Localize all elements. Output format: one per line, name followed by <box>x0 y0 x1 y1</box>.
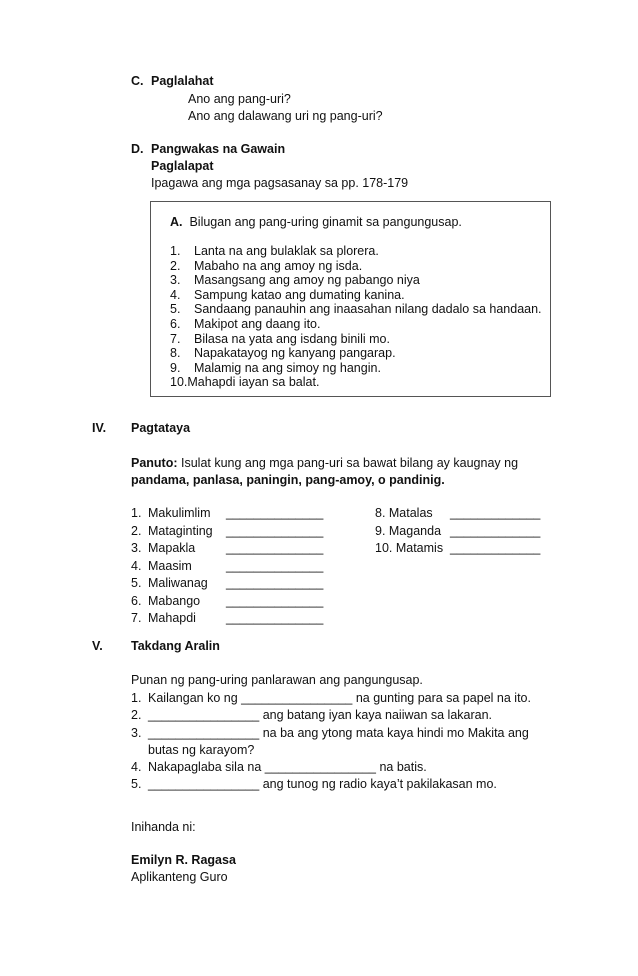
pagtataya-item-blank[interactable]: ______________ <box>226 558 324 573</box>
pagtataya-right-list <box>375 505 540 558</box>
preparer-role: Aplikanteng Guro <box>131 870 228 884</box>
pagtataya-item-number: 1. <box>131 506 142 520</box>
section-c-question-2: Ano ang dalawang uri ng pang-uri? <box>188 109 383 123</box>
pagtataya-item <box>131 610 323 628</box>
takdang-item <box>131 690 531 707</box>
exercise-list <box>170 244 542 390</box>
takdang-item-number: 3. <box>131 725 142 740</box>
exercise-item-number: 3. <box>170 273 181 288</box>
takdang-item-number: 1. <box>131 691 142 705</box>
exercise-item-text: Sampung katao ang dumating kanina. <box>194 287 405 302</box>
pagtataya-item-blank[interactable]: ______________ <box>226 611 324 625</box>
takdang-aralin-list <box>131 690 531 794</box>
pagtataya-item-blank[interactable]: _____________ <box>450 541 541 555</box>
pagtataya-item-number: 4. <box>131 558 142 573</box>
takdang-item-number: 4. <box>131 760 142 775</box>
pagtataya-item <box>131 505 323 523</box>
section-d-instruction: Ipagawa ang mga pagsasanay sa pp. 178-179 <box>151 176 409 190</box>
pagtataya-item-blank[interactable]: _____________ <box>450 523 541 538</box>
exercise-item <box>170 317 542 332</box>
exercise-letter: A. <box>170 215 183 229</box>
exercise-item-text: Malamig na ang simoy ng hangin. <box>194 360 381 375</box>
pagtataya-item-number: 5. <box>131 576 142 590</box>
pagtataya-item-number: 3. <box>131 541 142 555</box>
takdang-item-text: butas ng karayom? <box>148 742 255 757</box>
exercise-item-text: Bilasa na yata ang isdang binili mo. <box>194 331 390 346</box>
pagtataya-item-label: 9. Maganda <box>375 523 442 538</box>
panuto-label: Panuto: <box>131 456 178 470</box>
pagtataya-item-number: 7. <box>131 611 142 625</box>
panuto-line-1 <box>131 455 518 471</box>
takdang-item <box>131 725 531 742</box>
exercise-heading-text: Bilugan ang pang-uring ginamit sa pangungusap. <box>189 215 462 229</box>
pagtataya-item-number: 6. <box>131 593 142 608</box>
pagtataya-item-word: Maasim <box>148 558 192 573</box>
exercise-item-number: 5. <box>170 302 181 317</box>
exercise-item-text: Masangsang ang amoy ng pabango niya <box>194 273 420 288</box>
pagtataya-item-blank[interactable]: ______________ <box>226 541 324 555</box>
prepared-by-label: Inihanda ni: <box>131 820 196 834</box>
pagtataya-item-word: Mahapdi <box>148 611 196 625</box>
pagtataya-item <box>375 505 540 523</box>
section-v-intro: Punan ng pang-uring panlarawan ang pangungusap. <box>131 673 423 687</box>
section-iv-roman: IV. <box>92 421 107 435</box>
pagtataya-item-word: Maliwanag <box>148 576 208 590</box>
takdang-item-text: ________________ na ba ang ytong mata kaya hindi mo Makita ang <box>148 725 529 740</box>
panuto-line-2: pandama, panlasa, paningin, pang-amoy, o pandinig. <box>131 473 445 487</box>
pagtataya-item-blank[interactable]: ______________ <box>226 593 324 608</box>
exercise-item-number: 8. <box>170 346 181 361</box>
exercise-item-number: 7. <box>170 331 181 346</box>
takdang-item <box>131 759 531 776</box>
takdang-item-text: Nakapaglaba sila na ________________ na batis. <box>148 760 427 775</box>
pagtataya-item-label: 8. Matalas <box>375 506 433 520</box>
pagtataya-item-word: Makulimlim <box>148 506 211 520</box>
pagtataya-left-list <box>131 505 323 628</box>
preparer-name: Emilyn R. Ragasa <box>131 853 236 867</box>
section-v-roman: V. <box>92 639 103 653</box>
section-d-title: Pangwakas na Gawain <box>151 142 286 156</box>
pagtataya-item <box>131 593 323 611</box>
pagtataya-item <box>131 523 323 541</box>
pagtataya-item <box>375 540 540 558</box>
exercise-box <box>150 201 551 397</box>
exercise-item <box>170 259 542 274</box>
exercise-item-number: 9. <box>170 360 181 375</box>
section-c-question-1: Ano ang pang-uri? <box>188 92 291 106</box>
section-c-title: Paglalahat <box>151 74 214 88</box>
exercise-item <box>170 288 542 303</box>
exercise-item-number: 6. <box>170 316 181 331</box>
pagtataya-item-blank[interactable]: ______________ <box>226 523 324 538</box>
exercise-item-text: Lanta na ang bulaklak sa plorera. <box>194 244 379 258</box>
takdang-item <box>131 742 531 759</box>
pagtataya-item <box>131 540 323 558</box>
exercise-item <box>170 332 542 347</box>
pagtataya-item <box>131 575 323 593</box>
exercise-item-number: 1. <box>170 244 181 258</box>
exercise-item-text: Mabaho na ang amoy ng isda. <box>194 258 363 273</box>
takdang-item-number: 2. <box>131 708 142 723</box>
takdang-item-number: 5. <box>131 777 142 792</box>
pagtataya-item-blank[interactable]: ______________ <box>226 506 324 520</box>
takdang-item-text: Kailangan ko ng ________________ na gunting para sa papel na ito. <box>148 691 531 705</box>
pagtataya-item-word: Mabango <box>148 593 201 608</box>
exercise-item <box>170 273 542 288</box>
exercise-item <box>170 361 542 376</box>
exercise-item-number: 4. <box>170 287 181 302</box>
exercise-item-number: 10. <box>170 375 188 390</box>
takdang-item <box>131 707 531 724</box>
pagtataya-item-label: 10. Matamis <box>375 541 444 555</box>
exercise-heading <box>170 214 462 230</box>
pagtataya-item-word: Mapakla <box>148 541 196 555</box>
exercise-item <box>170 302 542 317</box>
panuto-text: Isulat kung ang mga pang-uri sa bawat bilang ay kaugnay ng <box>177 456 519 470</box>
pagtataya-item <box>131 558 323 576</box>
exercise-item <box>170 375 542 390</box>
pagtataya-item-blank[interactable]: ______________ <box>226 576 324 590</box>
exercise-item <box>170 244 542 259</box>
pagtataya-item <box>375 523 540 541</box>
takdang-item-text: ________________ ang tunog ng radio kaya’t pakilakasan mo. <box>148 777 497 792</box>
exercise-item <box>170 346 542 361</box>
section-d-letter: D. <box>131 142 144 156</box>
exercise-item-number: 2. <box>170 258 181 273</box>
exercise-item-text: Napakatayog ng kanyang pangarap. <box>194 346 396 361</box>
section-d-subtitle: Paglalapat <box>151 159 214 173</box>
pagtataya-item-blank[interactable]: _____________ <box>450 506 541 520</box>
takdang-item-text: ________________ ang batang iyan kaya naiiwan sa lakaran. <box>148 708 493 723</box>
pagtataya-item-number: 2. <box>131 523 142 538</box>
exercise-item-text: Makipot ang daang ito. <box>194 316 321 331</box>
pagtataya-item-word: Mataginting <box>148 523 213 538</box>
section-iv-title: Pagtataya <box>131 421 191 435</box>
takdang-item <box>131 776 531 793</box>
exercise-item-text: Sandaang panauhin ang inaasahan nilang dadalo sa handaan. <box>194 302 542 317</box>
section-v-title: Takdang Aralin <box>131 639 220 653</box>
exercise-item-text: Mahapdi iayan sa balat. <box>187 375 320 390</box>
section-c-letter: C. <box>131 74 144 88</box>
